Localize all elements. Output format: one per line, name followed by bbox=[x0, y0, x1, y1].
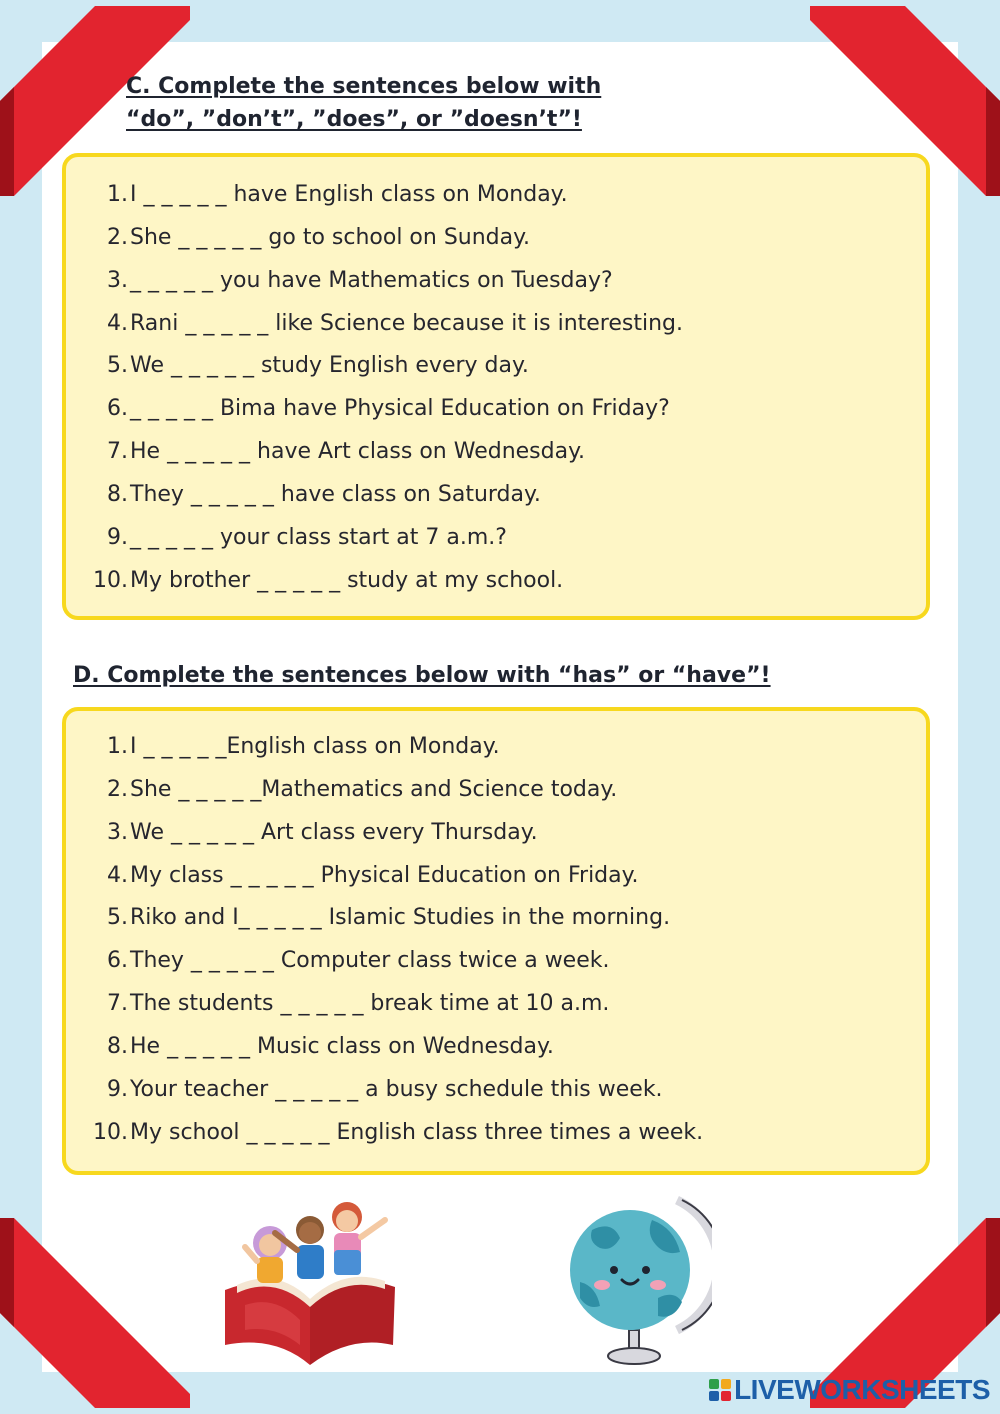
sentence-text: He _ _ _ _ _ Music class on Wednesday. bbox=[130, 1034, 554, 1059]
kids-reading-book-icon bbox=[215, 1195, 405, 1370]
list-item: 7.The students _ _ _ _ _ break time at 10 a.m. bbox=[107, 991, 610, 1016]
sentence-text: I _ _ _ _ _English class on Monday. bbox=[130, 734, 500, 759]
section-d-title-text: D. Complete the sentences below with “has” or “have”! bbox=[73, 663, 771, 688]
sentence-text: I _ _ _ _ _ have English class on Monday. bbox=[130, 182, 568, 207]
list-item: 2.She _ _ _ _ _ go to school on Sunday. bbox=[107, 225, 530, 250]
sentence-text: My school _ _ _ _ _ English class three times a week. bbox=[130, 1120, 704, 1145]
list-item: 10.My brother _ _ _ _ _ study at my school. bbox=[93, 568, 564, 593]
list-item: 9._ _ _ _ _ your class start at 7 a.m.? bbox=[107, 525, 507, 550]
section-d-box bbox=[62, 707, 930, 1175]
list-item: 7.He _ _ _ _ _ have Art class on Wednesday. bbox=[107, 439, 585, 464]
list-item: 6.They _ _ _ _ _ Computer class twice a week. bbox=[107, 948, 610, 973]
list-item: 10.My school _ _ _ _ _ English class three times a week. bbox=[93, 1120, 704, 1145]
list-item: 6._ _ _ _ _ Bima have Physical Education on Friday? bbox=[107, 396, 670, 421]
sentence-text: He _ _ _ _ _ have Art class on Wednesday. bbox=[130, 439, 585, 464]
sentence-text: She _ _ _ _ _ go to school on Sunday. bbox=[130, 225, 530, 250]
sentence-text: Rani _ _ _ _ _ like Science because it is interesting. bbox=[130, 311, 684, 336]
list-item: 5.We _ _ _ _ _ study English every day. bbox=[107, 353, 529, 378]
list-item: 4.Rani _ _ _ _ _ like Science because it is interesting. bbox=[107, 311, 684, 336]
sentence-text: They _ _ _ _ _ Computer class twice a week. bbox=[130, 948, 610, 973]
list-item: 3._ _ _ _ _ you have Mathematics on Tuesday? bbox=[107, 268, 613, 293]
smiling-globe-icon bbox=[562, 1190, 712, 1370]
sentence-text: We _ _ _ _ _ Art class every Thursday. bbox=[130, 820, 538, 845]
list-item: 8.They _ _ _ _ _ have class on Saturday. bbox=[107, 482, 541, 507]
list-item: 1.I _ _ _ _ _ have English class on Monday. bbox=[107, 182, 568, 207]
section-c-title-line1: C. Complete the sentences below with bbox=[126, 74, 602, 99]
list-item: 4.My class _ _ _ _ _ Physical Education on Friday. bbox=[107, 863, 639, 888]
sentence-text: The students _ _ _ _ _ break time at 10 a.m. bbox=[130, 991, 610, 1016]
list-item: 9.Your teacher _ _ _ _ _ a busy schedule this week. bbox=[107, 1077, 663, 1102]
list-item: 8.He _ _ _ _ _ Music class on Wednesday. bbox=[107, 1034, 554, 1059]
sentence-text: We _ _ _ _ _ study English every day. bbox=[130, 353, 529, 378]
sentence-text: My brother _ _ _ _ _ study at my school. bbox=[130, 568, 564, 593]
liveworksheets-logo-icon bbox=[709, 1379, 731, 1401]
section-c-box bbox=[62, 153, 930, 620]
sentence-text: _ _ _ _ _ Bima have Physical Education on Friday? bbox=[130, 396, 670, 421]
sentence-text: Riko and I_ _ _ _ _ Islamic Studies in the morning. bbox=[130, 905, 671, 930]
sentence-text: They _ _ _ _ _ have class on Saturday. bbox=[130, 482, 541, 507]
liveworksheets-logo-text: LIVEWORKSHEETS bbox=[734, 1374, 990, 1405]
section-d-title bbox=[73, 659, 771, 692]
section-c-title-line2: “do”, ”don’t”, ”does”, or ”doesn’t”! bbox=[126, 107, 582, 132]
corner-ribbon-bottom-left bbox=[0, 1208, 200, 1408]
sentence-text: Your teacher _ _ _ _ _ a busy schedule this week. bbox=[130, 1077, 663, 1102]
liveworksheets-logo bbox=[709, 1375, 990, 1405]
sentence-text: She _ _ _ _ _Mathematics and Science today. bbox=[130, 777, 618, 802]
list-item: 3.We _ _ _ _ _ Art class every Thursday. bbox=[107, 820, 538, 845]
list-item: 2.She _ _ _ _ _Mathematics and Science today. bbox=[107, 777, 618, 802]
sentence-text: _ _ _ _ _ you have Mathematics on Tuesday? bbox=[130, 268, 613, 293]
list-item: 1.I _ _ _ _ _English class on Monday. bbox=[107, 734, 500, 759]
sentence-text: _ _ _ _ _ your class start at 7 a.m.? bbox=[130, 525, 507, 550]
section-c-title bbox=[126, 70, 601, 136]
sentence-text: My class _ _ _ _ _ Physical Education on Friday. bbox=[130, 863, 639, 888]
list-item: 5.Riko and I_ _ _ _ _ Islamic Studies in the morning. bbox=[107, 905, 671, 930]
